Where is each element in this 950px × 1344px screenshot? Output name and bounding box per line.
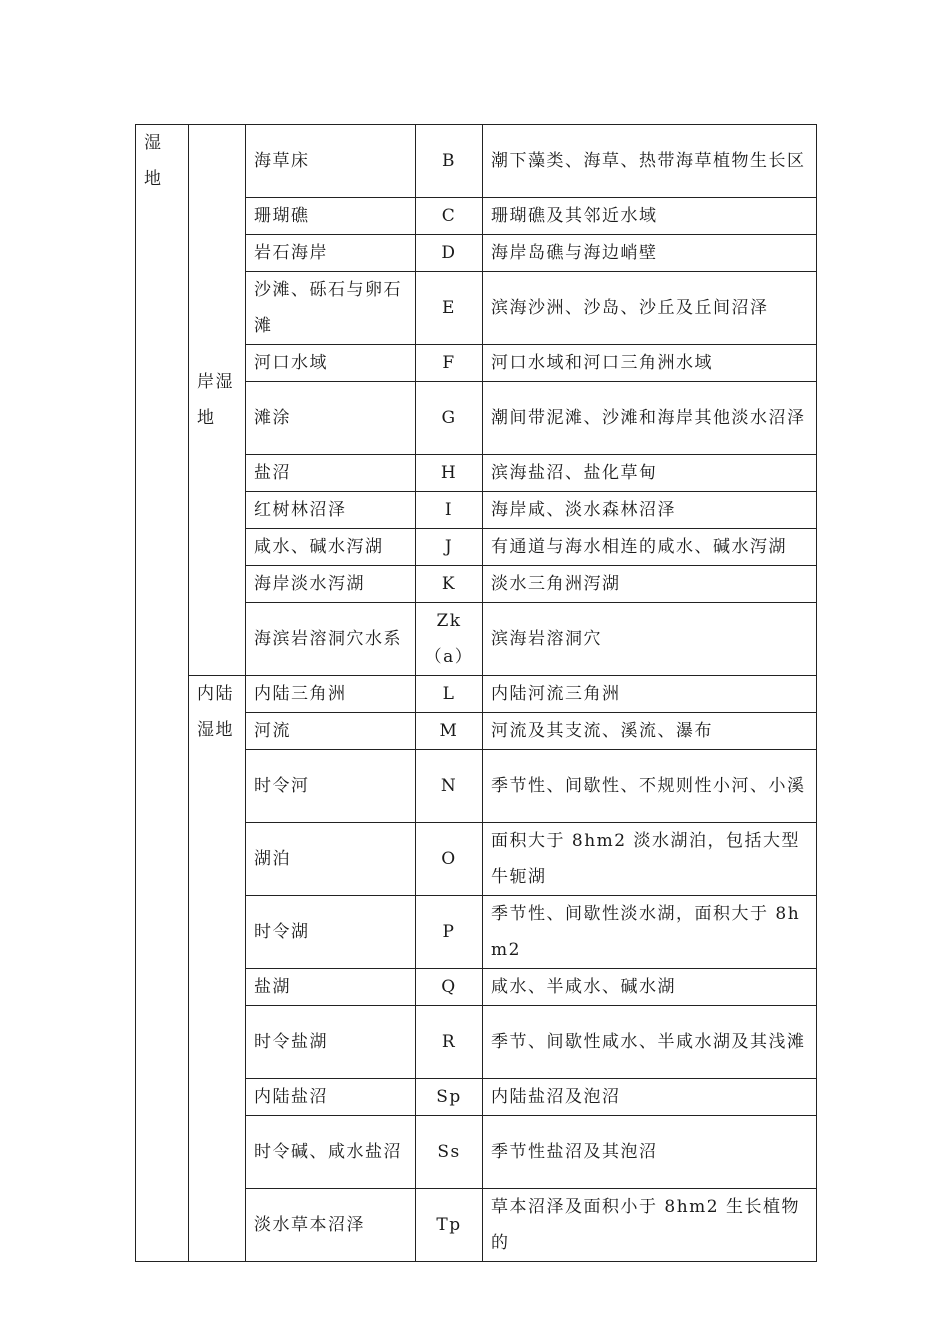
type-desc-cell: 面积大于 8hm2 淡水湖泊，包括大型牛轭湖 xyxy=(483,823,817,896)
type-code-cell: K xyxy=(416,566,483,603)
type-desc-cell: 滨海盐沼、盐化草甸 xyxy=(483,455,817,492)
type-desc-cell: 内陆盐沼及泡沼 xyxy=(483,1079,817,1116)
type-desc-cell: 季节性、间歇性、不规则性小河、小溪 xyxy=(483,750,817,823)
type-name-cell: 咸水、碱水泻湖 xyxy=(246,529,416,566)
type-desc-cell: 内陆河流三角洲 xyxy=(483,676,817,713)
type-name-cell: 内陆三角洲 xyxy=(246,676,416,713)
type-desc-cell: 季节、间歇性咸水、半咸水湖及其浅滩 xyxy=(483,1006,817,1079)
type-name-cell: 时令湖 xyxy=(246,896,416,969)
type-name-cell: 海草床 xyxy=(246,125,416,198)
type-code-cell: B xyxy=(416,125,483,198)
type-name-cell: 海滨岩溶洞穴水系 xyxy=(246,603,416,676)
inland-label-line: 内陆 xyxy=(197,684,234,704)
type-code-cell: Tp xyxy=(416,1189,483,1262)
type-desc-cell: 草本沼泽及面积小于 8hm2 生长植物的 xyxy=(483,1189,817,1262)
inland-label-line: 湿地 xyxy=(197,720,234,740)
type-code-cell: L xyxy=(416,676,483,713)
type-name-cell: 时令河 xyxy=(246,750,416,823)
coastal-label-line: 地 xyxy=(197,408,216,428)
type-name-cell: 盐沼 xyxy=(246,455,416,492)
type-code-cell: Sp xyxy=(416,1079,483,1116)
type-name-cell: 时令盐湖 xyxy=(246,1006,416,1079)
type-name-cell: 河流 xyxy=(246,713,416,750)
type-desc-cell: 海岸岛礁与海边峭壁 xyxy=(483,235,817,272)
level1-char: 湿 xyxy=(144,133,163,153)
coastal-label-line: 岸湿 xyxy=(197,372,234,392)
type-code-cell: N xyxy=(416,750,483,823)
wetland-classification-table xyxy=(135,124,817,1262)
type-desc-cell: 淡水三角洲泻湖 xyxy=(483,566,817,603)
type-code-cell: G xyxy=(416,382,483,455)
type-name-cell: 淡水草本沼泽 xyxy=(246,1189,416,1262)
type-name-cell: 内陆盐沼 xyxy=(246,1079,416,1116)
type-desc-cell: 季节性盐沼及其泡沼 xyxy=(483,1116,817,1189)
type-desc-cell: 滨海沙洲、沙岛、沙丘及丘间沼泽 xyxy=(483,272,817,345)
type-name-cell: 岩石海岸 xyxy=(246,235,416,272)
type-code-cell: Ss xyxy=(416,1116,483,1189)
type-desc-cell: 珊瑚礁及其邻近水域 xyxy=(483,198,817,235)
type-code-cell: I xyxy=(416,492,483,529)
type-desc-cell: 河流及其支流、溪流、瀑布 xyxy=(483,713,817,750)
table-body xyxy=(136,125,817,1262)
type-desc-cell: 滨海岩溶洞穴 xyxy=(483,603,817,676)
type-desc-cell: 潮下藻类、海草、热带海草植物生长区 xyxy=(483,125,817,198)
type-code-cell: R xyxy=(416,1006,483,1079)
type-code-cell: D xyxy=(416,235,483,272)
coastal-category-cell xyxy=(189,125,246,676)
inland-category-cell xyxy=(189,676,246,1262)
type-code-cell: Zk（a） xyxy=(416,603,483,676)
type-code-cell: C xyxy=(416,198,483,235)
type-name-cell: 海岸淡水泻湖 xyxy=(246,566,416,603)
table-row xyxy=(136,125,817,198)
type-name-cell: 珊瑚礁 xyxy=(246,198,416,235)
level1-category-cell xyxy=(136,125,189,1262)
type-code-cell: F xyxy=(416,345,483,382)
type-name-cell: 沙滩、砾石与卵石滩 xyxy=(246,272,416,345)
type-code-cell: E xyxy=(416,272,483,345)
type-desc-cell: 河口水域和河口三角洲水域 xyxy=(483,345,817,382)
type-name-cell: 时令碱、咸水盐沼 xyxy=(246,1116,416,1189)
type-name-cell: 红树林沼泽 xyxy=(246,492,416,529)
type-code-cell: P xyxy=(416,896,483,969)
type-name-cell: 河口水域 xyxy=(246,345,416,382)
type-code-cell: M xyxy=(416,713,483,750)
type-code-cell: Q xyxy=(416,969,483,1006)
type-name-cell: 滩涂 xyxy=(246,382,416,455)
level1-char: 地 xyxy=(144,169,163,189)
type-name-cell: 湖泊 xyxy=(246,823,416,896)
type-code-cell: J xyxy=(416,529,483,566)
type-name-cell: 盐湖 xyxy=(246,969,416,1006)
table-row xyxy=(136,676,817,713)
type-code-cell: H xyxy=(416,455,483,492)
type-code-cell: O xyxy=(416,823,483,896)
type-desc-cell: 潮间带泥滩、沙滩和海岸其他淡水沼泽 xyxy=(483,382,817,455)
type-desc-cell: 有通道与海水相连的咸水、碱水泻湖 xyxy=(483,529,817,566)
type-desc-cell: 季节性、间歇性淡水湖，面积大于 8hm2 xyxy=(483,896,817,969)
type-desc-cell: 海岸咸、淡水森林沼泽 xyxy=(483,492,817,529)
type-desc-cell: 咸水、半咸水、碱水湖 xyxy=(483,969,817,1006)
